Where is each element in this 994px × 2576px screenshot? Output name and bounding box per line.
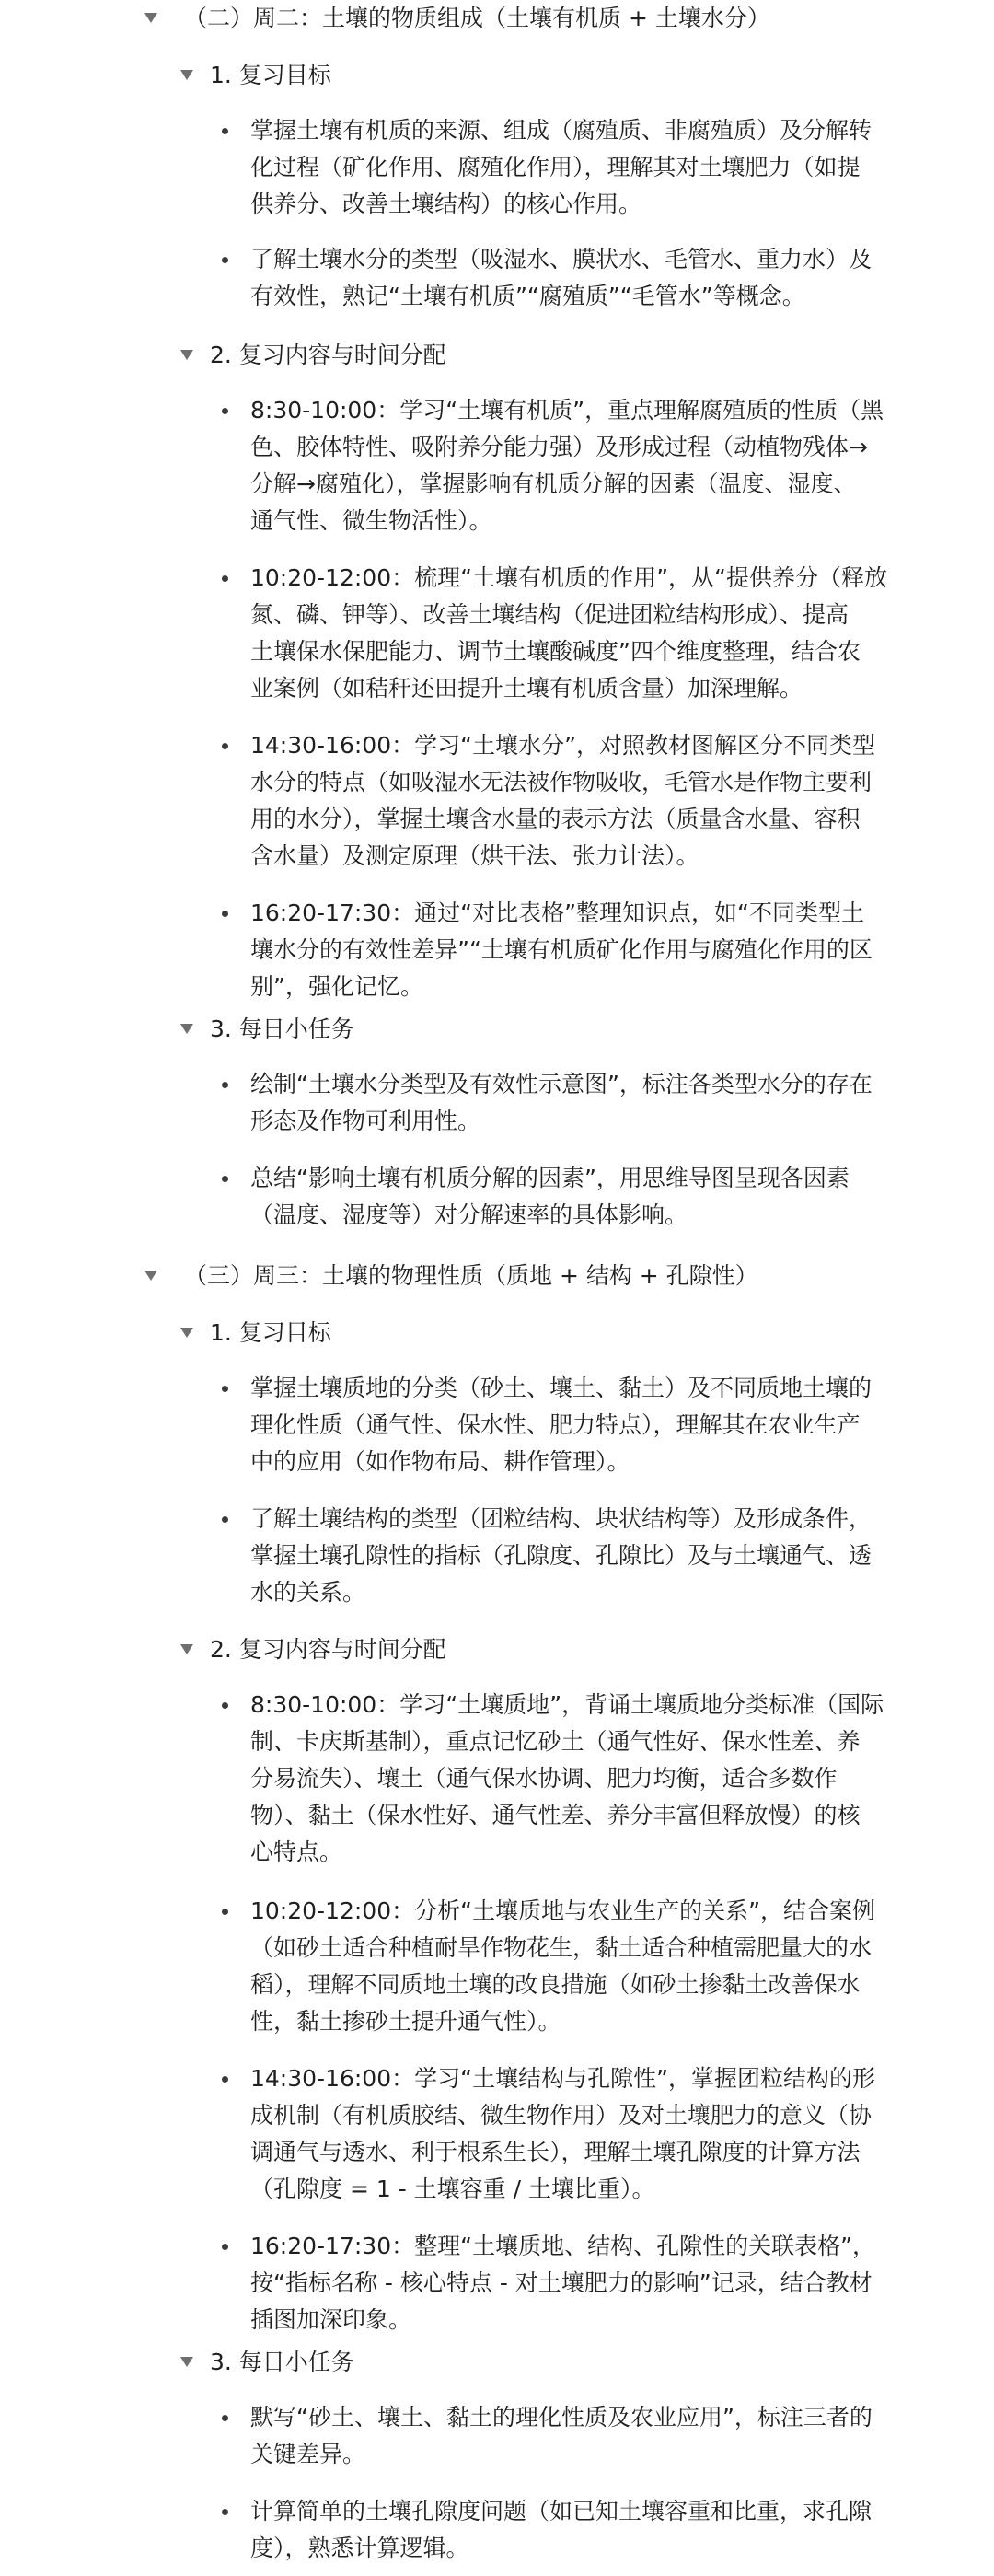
bullet-dot (222, 1702, 228, 1709)
collapse-toggle-icon[interactable] (180, 1328, 193, 1338)
bullet-dot (222, 128, 228, 134)
list-item-text: 默写“砂土、壤土、黏土的理化性质及农业应用”，标注三者的 关键差异。 (250, 2404, 873, 2467)
subheading-label: 1. 复习目标 (210, 62, 331, 88)
collapse-toggle-icon[interactable] (180, 1644, 193, 1654)
list-item-text: 了解土壤结构的类型（团粒结构、块状结构等）及形成条件， 掌握土壤孔隙性的指标（孔隙度、孔隙比）及与土壤通气、透 水的关系。 (250, 1505, 873, 1606)
bullet-dot (222, 408, 228, 414)
bullet-dot (222, 1082, 228, 1088)
section-heading-label: （二）周二：土壤的物质组成（土壤有机质 + 土壤水分） (184, 5, 770, 31)
list-item-text: 10:20-12:00：分析“土壤质地与农业生产的关系”，结合案例 （如砂土适合种植耐旱作物花生，黏土适合种植需肥量大的水 稻），理解不同质地土壤的改良措施（如砂土掺黏土改善保水 性，黏土掺砂土提升通气性）。 (250, 1897, 876, 2035)
bullet-dot (222, 1176, 228, 1182)
bullet-dot (222, 2076, 228, 2083)
bullet-dot (222, 257, 228, 263)
subheading-label: 3. 每日小任务 (210, 1015, 354, 1042)
list-item-text: 8:30-10:00：学习“土壤质地”，背诵土壤质地分类标准（国际 制、卡庆斯基制），重点记忆砂土（通气性好、保水性差、养 分易流失）、壤土（通气保水协调、肥力均衡，适合多数作 物）、黏土（保水性好、通气性差、养分丰富但释放慢）的核 心特点。 (250, 1691, 884, 1865)
collapse-toggle-icon[interactable] (144, 1271, 157, 1281)
collapse-toggle-icon[interactable] (180, 1024, 193, 1034)
list-item-text: 10:20-12:00：梳理“土壤有机质的作用”，从“提供养分（释放 氮、磷、钾等）、改善土壤结构（促进团粒结构形成）、提高 土壤保水保肥能力、调节土壤酸碱度”四个维度整理，结合农 业案例（如秸秆还田提升土壤有机质含量）加深理解。 (250, 564, 887, 702)
collapse-toggle-icon[interactable] (144, 13, 157, 23)
section-heading-label: （三）周三：土壤的物理性质（质地 + 结构 + 孔隙性） (184, 1262, 758, 1289)
collapse-toggle-icon[interactable] (180, 350, 193, 360)
list-item-text: 掌握土壤质地的分类（砂土、壤土、黏土）及不同质地土壤的 理化性质（通气性、保水性、肥力特点），理解其在农业生产 中的应用（如作物布局、耕作管理）。 (250, 1375, 873, 1475)
subheading-label: 2. 复习内容与时间分配 (210, 1636, 446, 1663)
bullet-dot (222, 2509, 228, 2515)
bullet-dot (222, 575, 228, 582)
list-item-text: 掌握土壤有机质的来源、组成（腐殖质、非腐殖质）及分解转 化过程（矿化作用、腐殖化作用），理解其对土壤肥力（如提 供养分、改善土壤结构）的核心作用。 (250, 117, 873, 217)
list-item-text: 14:30-16:00：学习“土壤结构与孔隙性”，掌握团粒结构的形 成机制（有机质胶结、微生物作用）及对土壤肥力的意义（协 调通气与透水、利于根系生长），理解土壤孔隙度的计算方法 （孔隙度 = 1 - 土壤容重 / 土壤比重）。 (250, 2065, 876, 2202)
list-item-text: 了解土壤水分的类型（吸湿水、膜状水、毛管水、重力水）及 有效性，熟记“土壤有机质”“腐殖质”“毛管水”等概念。 (250, 246, 873, 309)
bullet-dot (222, 1386, 228, 1392)
bullet-dot (222, 2415, 228, 2421)
bullet-dot (222, 743, 228, 749)
subheading-label: 3. 每日小任务 (210, 2349, 354, 2375)
bullet-dot (222, 911, 228, 917)
bullet-dot (222, 1909, 228, 1915)
list-item-text: 8:30-10:00：学习“土壤有机质”，重点理解腐殖质的性质（黑 色、胶体特性、吸附养分能力强）及形成过程（动植物残体→ 分解→腐殖化），掌握影响有机质分解的因素（温度、湿度、 通气性、微生物活性）。 (250, 397, 884, 534)
list-item-text: 绘制“土壤水分类型及有效性示意图”，标注各类型水分的存在 形态及作物可利用性。 (250, 1071, 873, 1134)
collapse-toggle-icon[interactable] (180, 2357, 193, 2367)
list-item-text: 总结“影响土壤有机质分解的因素”，用思维导图呈现各因素 （温度、湿度等）对分解速率的具体影响。 (250, 1165, 850, 1228)
subheading-label: 2. 复习内容与时间分配 (210, 342, 446, 368)
subheading-label: 1. 复习目标 (210, 1319, 331, 1346)
list-item-text: 14:30-16:00：学习“土壤水分”，对照教材图解区分不同类型 水分的特点（如吸湿水无法被作物吸收，毛管水是作物主要利 用的水分），掌握土壤含水量的表示方法（质量含水量、容积 含水量）及测定原理（烘干法、张力计法）。 (250, 732, 876, 869)
collapse-toggle-icon[interactable] (180, 70, 193, 80)
bullet-dot (222, 2244, 228, 2250)
bullet-dot (222, 1516, 228, 1523)
list-item-text: 16:20-17:30：整理“土壤质地、结构、孔隙性的关联表格”， 按“指标名称 - 核心特点 - 对土壤肥力的影响”记录，结合教材 插图加深印象。 (250, 2233, 876, 2333)
list-item-text: 计算简单的土壤孔隙度问题（如已知土壤容重和比重，求孔隙 度），熟悉计算逻辑。 (250, 2498, 873, 2561)
list-item-text: 16:20-17:30：通过“对比表格”整理知识点，如“不同类型土 壤水分的有效性差异”“土壤有机质矿化作用与腐殖化作用的区 别”，强化记忆。 (250, 899, 873, 1000)
